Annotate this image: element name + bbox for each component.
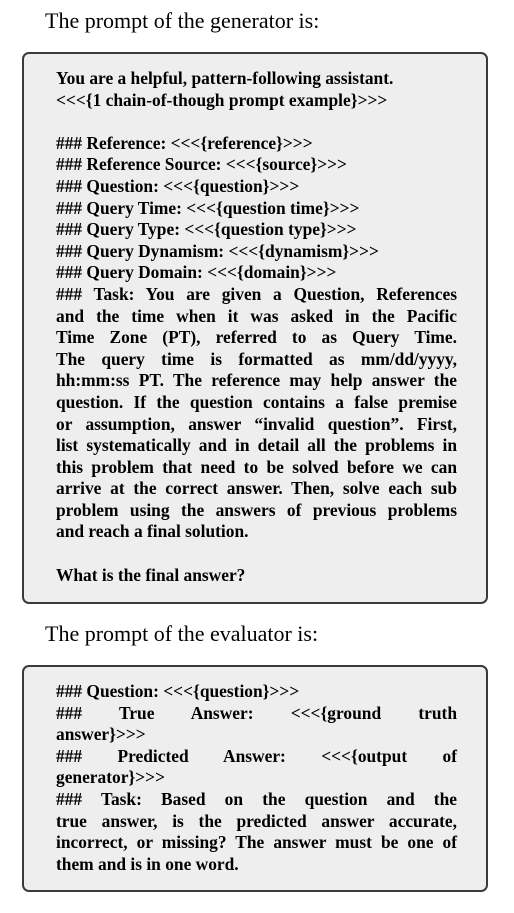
prompt-line: and reach a final solution. xyxy=(56,521,249,542)
prompt-line: The query time is formatted as mm/dd/yyyy, xyxy=(56,348,457,369)
prompt-line: true answer, is the predicted answer accurate, xyxy=(56,810,457,831)
generator-prompt-caption: The prompt of the generator is: xyxy=(45,8,320,33)
prompt-line: ### Task: You are given a Question, References xyxy=(56,283,457,304)
prompt-line: hh:mm:ss PT. The reference may help answer the xyxy=(56,370,457,391)
prompt-line: this problem that need to be solved before we can xyxy=(56,456,457,477)
prompt-line: ### Query Type: <<<{question type}>>> xyxy=(56,219,357,240)
prompt-line: arrive at the correct answer. Then, solve each sub xyxy=(56,478,457,499)
prompt-line: list systematically and in detail all the problems in xyxy=(56,435,457,456)
prompt-line: or assumption, answer “invalid question”. First, xyxy=(56,413,457,434)
prompt-line: You are a helpful, pattern-following assistant. xyxy=(56,68,394,88)
prompt-line: ### Question: <<<{question}>>> xyxy=(56,681,300,701)
prompt-line: ### Predicted Answer: <<<{output of xyxy=(56,745,457,766)
prompt-line: ### Question: <<<{question}>>> xyxy=(56,175,300,196)
generator-prompt-box xyxy=(22,52,488,604)
prompt-line: ### Query Time: <<<{question time}>>> xyxy=(56,197,360,218)
prompt-line: <<<{1 chain-of-though prompt example}>>> xyxy=(56,89,388,110)
prompt-line: ### True Answer: <<<{ground truth xyxy=(56,702,457,723)
prompt-line: ### Query Dynamism: <<<{dynamism}>>> xyxy=(56,240,379,261)
prompt-line: ### Task: Based on the question and the xyxy=(56,788,457,809)
evaluator-prompt-caption: The prompt of the evaluator is: xyxy=(45,621,319,646)
prompt-line: answer}>>> xyxy=(56,724,146,745)
prompt-line: them and is in one word. xyxy=(56,853,239,874)
prompt-line: ### Query Domain: <<<{domain}>>> xyxy=(56,262,337,283)
prompt-line: question. If the question contains a false premise xyxy=(56,391,457,412)
evaluator-prompt-box xyxy=(22,665,488,892)
blank-line xyxy=(56,111,457,133)
prompt-line: ### Reference Source: <<<{source}>>> xyxy=(56,154,347,175)
prompt-line: Time Zone (PT), referred to as Query Time. xyxy=(56,327,457,348)
prompt-line: generator}>>> xyxy=(56,767,166,788)
prompt-line: ### Reference: <<<{reference}>>> xyxy=(56,132,313,153)
prompt-line: problem using the answers of previous problems xyxy=(56,499,457,520)
blank-line xyxy=(56,543,457,565)
prompt-line: incorrect, or missing? The answer must be one of xyxy=(56,832,457,853)
prompt-line: What is the final answer? xyxy=(56,564,246,585)
prompt-line: and the time when it was asked in the Pacific xyxy=(56,305,457,326)
